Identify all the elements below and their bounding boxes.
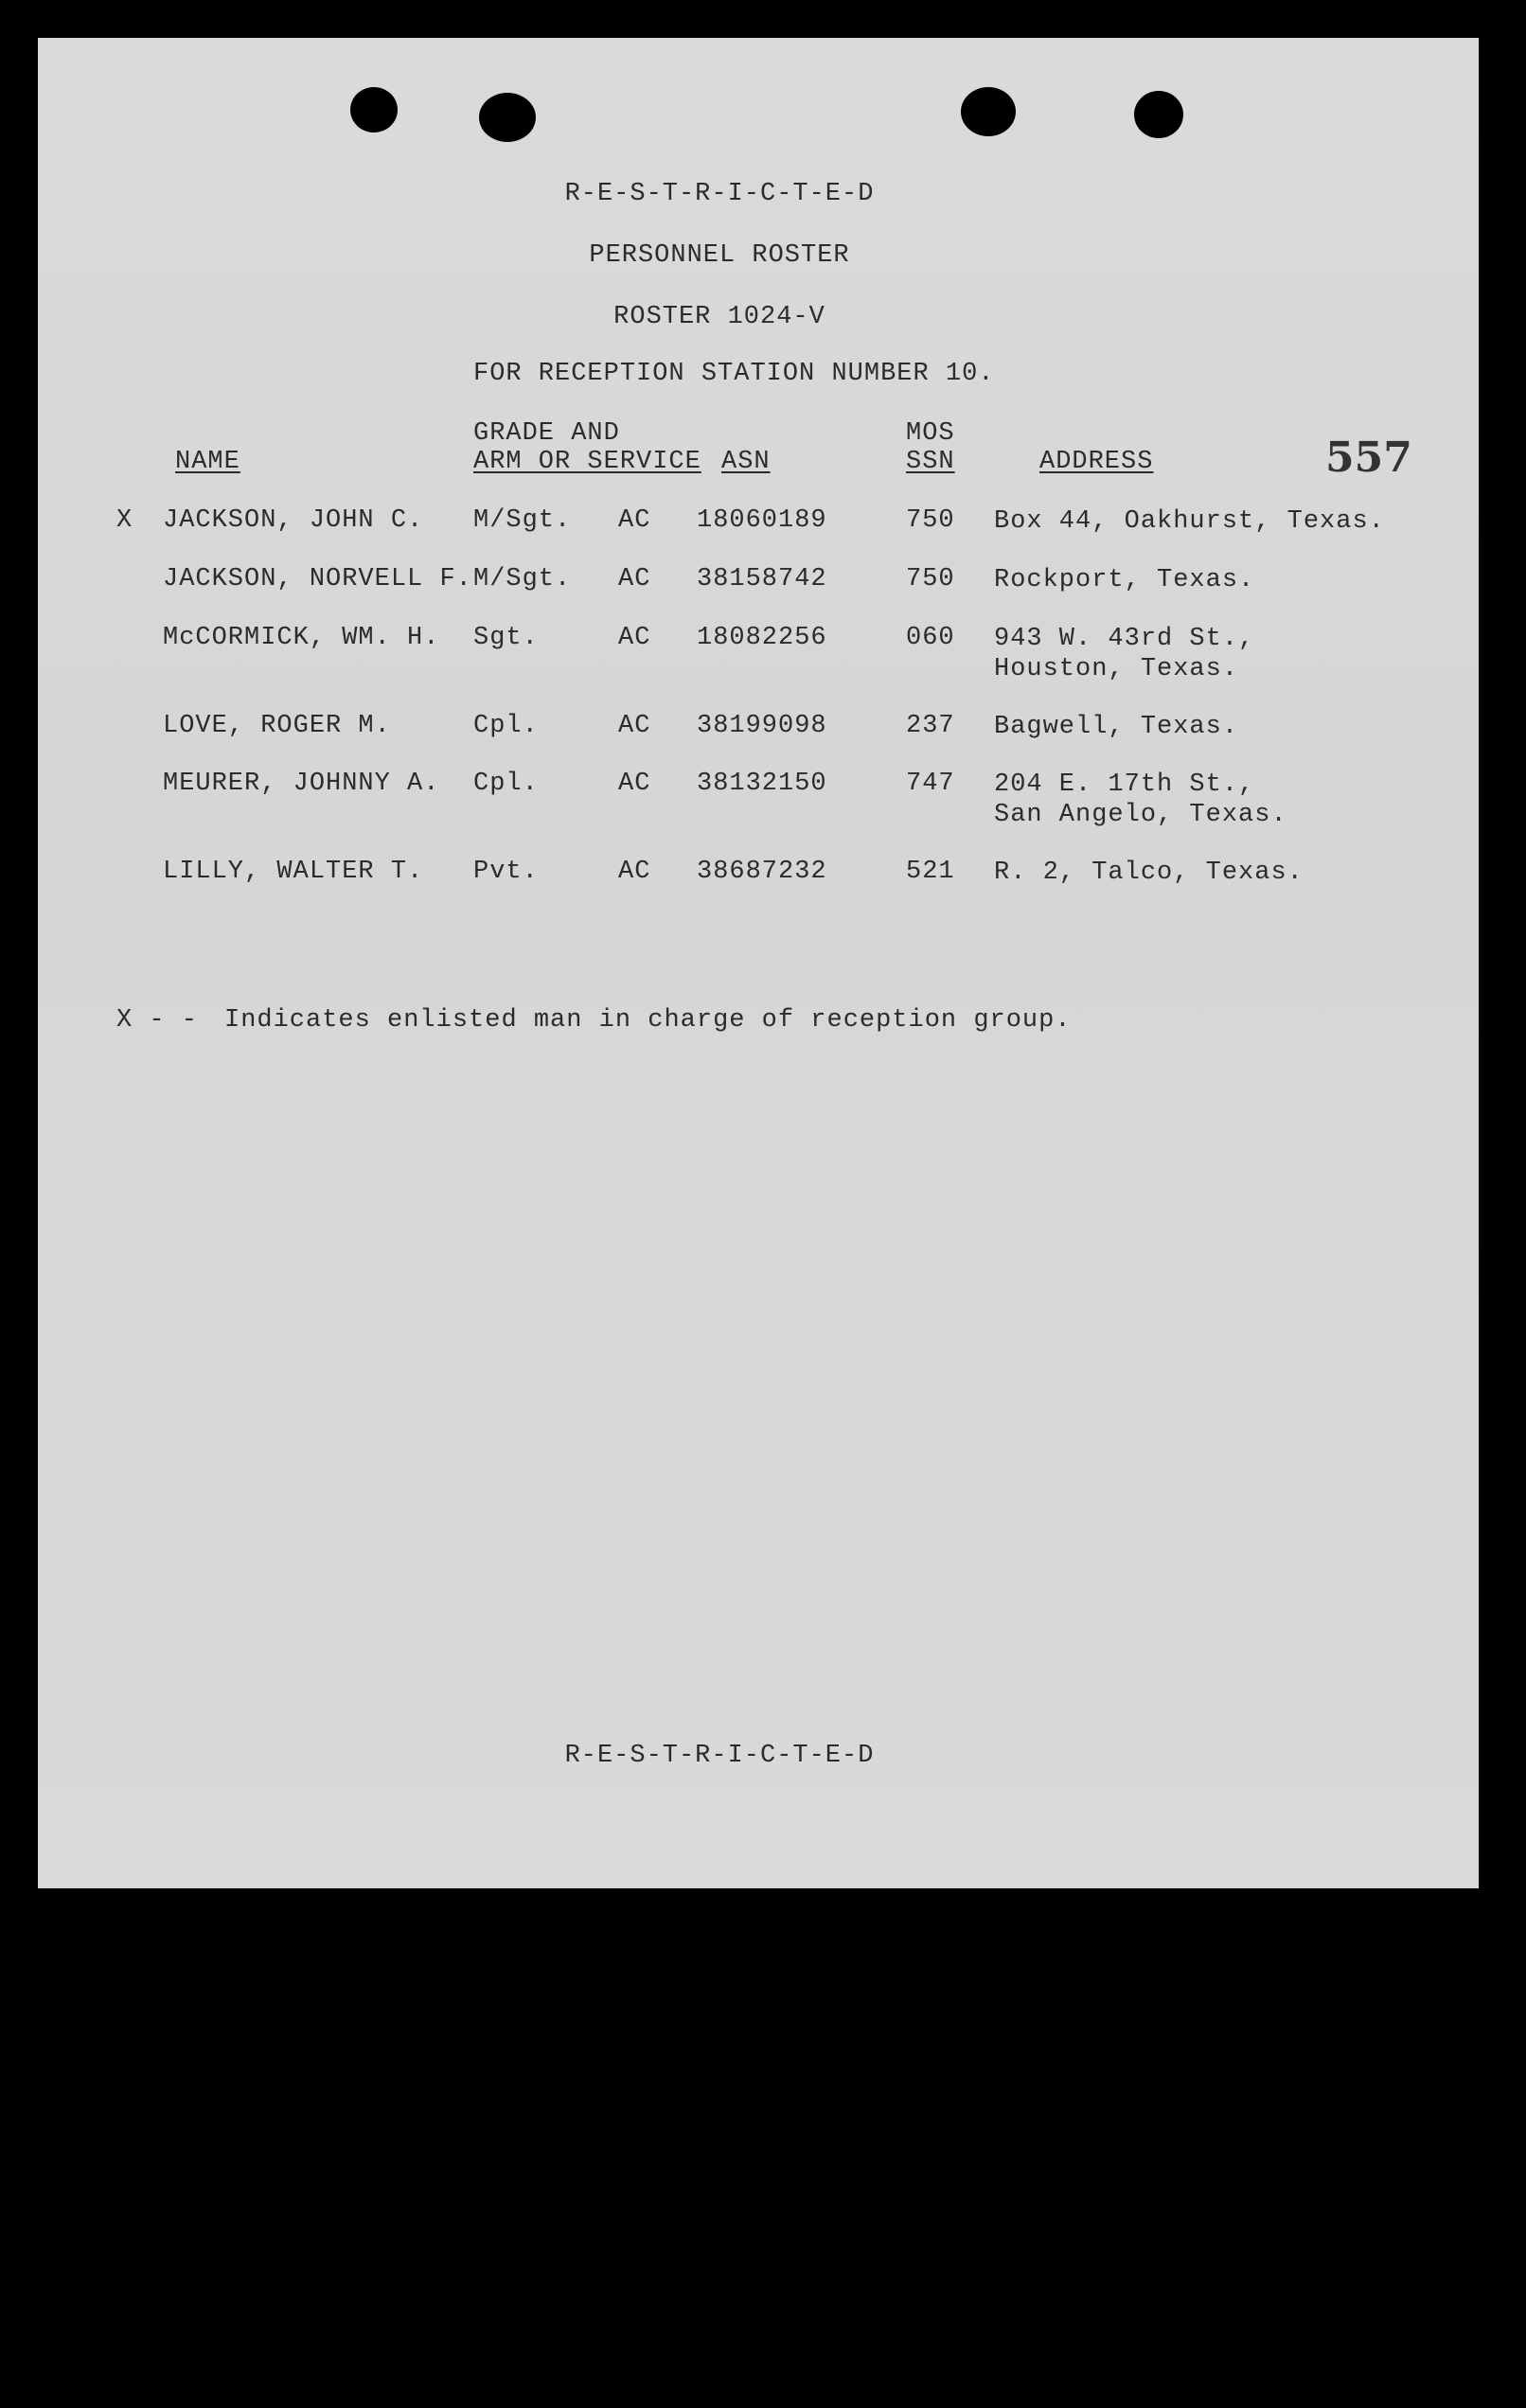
punch-hole xyxy=(479,93,536,142)
row-address-line2: San Angelo, Texas. xyxy=(994,801,1287,829)
row-ssn: 747 xyxy=(906,770,955,798)
table-row xyxy=(38,506,1479,573)
row-name: MEURER, JOHNNY A. xyxy=(163,770,440,798)
row-address xyxy=(994,858,1304,888)
column-header-ssn: SSN xyxy=(906,448,955,476)
row-ssn: 750 xyxy=(906,506,955,535)
row-asn: 38199098 xyxy=(697,712,827,740)
row-asn: 18082256 xyxy=(697,624,827,652)
roster-page xyxy=(38,38,1479,1888)
row-name: McCORMICK, WM. H. xyxy=(163,624,440,652)
row-name: JACKSON, JOHN C. xyxy=(163,506,424,535)
column-header-grade-line1: GRADE AND xyxy=(473,419,620,448)
row-arm: AC xyxy=(618,770,651,798)
row-name: JACKSON, NORVELL F. xyxy=(163,565,472,593)
row-address-line1: 204 E. 17th St., xyxy=(994,770,1255,799)
document-subtitle: FOR RECEPTION STATION NUMBER 10. xyxy=(473,360,995,388)
row-address xyxy=(994,565,1254,595)
row-grade: Cpl. xyxy=(473,770,539,798)
row-address xyxy=(994,712,1238,742)
row-arm: AC xyxy=(618,858,651,886)
row-arm: AC xyxy=(618,712,651,740)
row-address-line1: Box 44, Oakhurst, Texas. xyxy=(994,507,1385,536)
roster-number: ROSTER 1024-V xyxy=(613,303,825,331)
column-header-address: ADDRESS xyxy=(1039,448,1154,476)
row-grade: M/Sgt. xyxy=(473,565,572,593)
table-row xyxy=(38,565,1479,631)
column-header-mos: MOS xyxy=(906,419,955,448)
document-title: PERSONNEL ROSTER xyxy=(589,241,850,270)
row-grade: Cpl. xyxy=(473,712,539,740)
row-address-line1: 943 W. 43rd St., xyxy=(994,625,1255,653)
footer-restricted-label: R-E-S-T-R-I-C-T-E-D xyxy=(564,1742,875,1770)
row-grade: Pvt. xyxy=(473,858,539,886)
punch-hole xyxy=(961,87,1016,136)
table-row xyxy=(38,712,1479,778)
legend-text: Indicates enlisted man in charge of reception group. xyxy=(224,1006,1072,1035)
punch-hole xyxy=(1134,91,1183,138)
punch-hole xyxy=(350,87,398,133)
row-ssn: 237 xyxy=(906,712,955,740)
page-number: 557 xyxy=(1325,434,1412,482)
row-address xyxy=(994,770,1287,830)
row-grade: M/Sgt. xyxy=(473,506,572,535)
row-address-line1: R. 2, Talco, Texas. xyxy=(994,859,1304,887)
table-row xyxy=(38,624,1479,690)
row-arm: AC xyxy=(618,624,651,652)
row-grade: Sgt. xyxy=(473,624,539,652)
row-ssn: 521 xyxy=(906,858,955,886)
row-arm: AC xyxy=(618,506,651,535)
row-asn: 38687232 xyxy=(697,858,827,886)
row-name: LOVE, ROGER M. xyxy=(163,712,391,740)
column-header-asn: ASN xyxy=(721,448,771,476)
row-address-line1: Bagwell, Texas. xyxy=(994,713,1239,741)
row-address-line2: Houston, Texas. xyxy=(994,655,1239,683)
table-row xyxy=(38,770,1479,836)
table-row xyxy=(38,858,1479,924)
column-header-name: NAME xyxy=(175,448,240,476)
row-name: LILLY, WALTER T. xyxy=(163,858,424,886)
header-restricted-label: R-E-S-T-R-I-C-T-E-D xyxy=(564,180,875,208)
row-address xyxy=(994,624,1254,684)
row-address xyxy=(994,506,1385,537)
row-mark: X xyxy=(116,506,133,535)
row-ssn: 750 xyxy=(906,565,955,593)
row-asn: 38158742 xyxy=(697,565,827,593)
row-arm: AC xyxy=(618,565,651,593)
row-ssn: 060 xyxy=(906,624,955,652)
row-asn: 38132150 xyxy=(697,770,827,798)
row-address-line1: Rockport, Texas. xyxy=(994,566,1255,594)
row-asn: 18060189 xyxy=(697,506,827,535)
column-header-grade-line2: ARM OR SERVICE xyxy=(473,448,701,476)
legend-mark: X - - xyxy=(116,1006,199,1035)
